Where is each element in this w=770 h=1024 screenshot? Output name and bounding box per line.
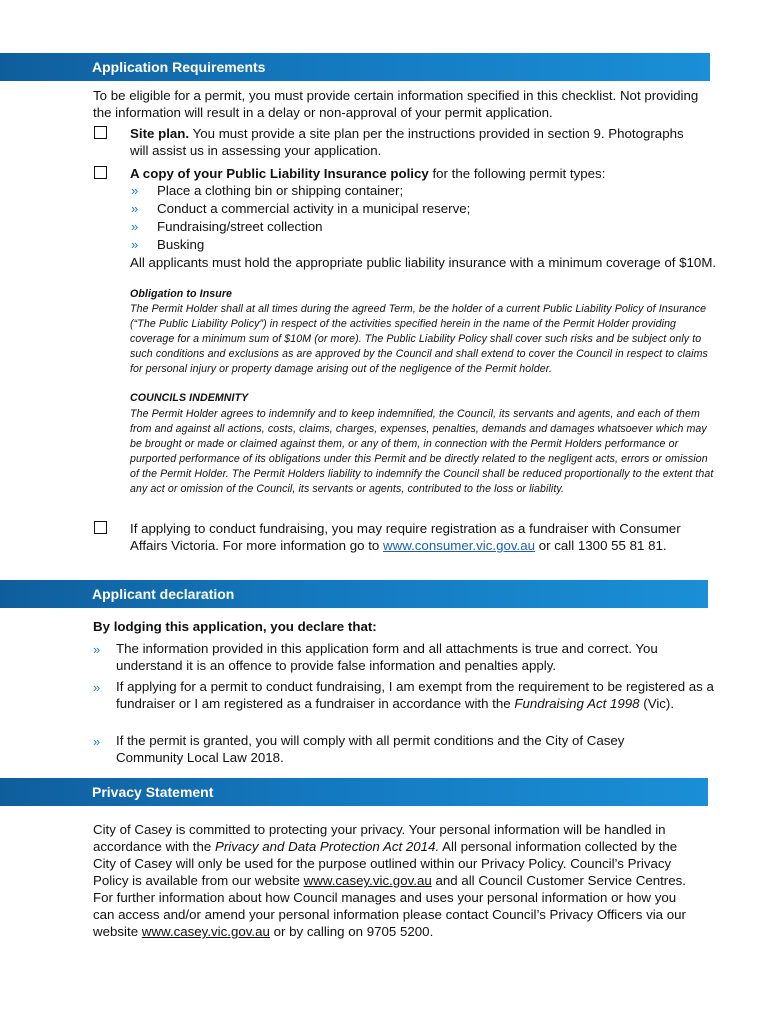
- declaration-item-2: [116, 678, 721, 712]
- section-header-application-requirements: Application Requirements: [0, 53, 710, 81]
- casey-website-link-2[interactable]: www.casey.vic.gov.au: [141, 924, 270, 939]
- declaration-item-3: If the permit is granted, you will comply with all permit conditions and the City of Casey Community Local Law 2018.: [116, 733, 625, 765]
- permit-type-item: Conduct a commercial activity in a municipal reserve;: [157, 201, 471, 216]
- permit-type-item: Fundraising/street collection: [157, 219, 323, 234]
- requirements-intro: To be eligible for a permit, you must provide certain information specified in this checklist. Not providing the information will result in a delay or non-approval of your permit application.: [93, 88, 699, 120]
- indemnity-heading: COUNCILS INDEMNITY: [130, 392, 249, 404]
- site-plan-text: You must provide a site plan per the instructions provided in section 9. Photographs will assist us in assessing your application.: [130, 126, 684, 158]
- indemnity-text: The Permit Holder agrees to indemnify and to keep indemnified, the Council, its servants and agents, and each of them from and against all actions, costs, claims, charges, expenses, penalties, demands and damages whatsoever which may be brought or made or claimed against them, or any of them, in connection with the Permit Holders performance or purported performance of its obligations under this Permit and be directly related to the negligent acts, errors or omission of the Permit Holder. The Permit Holders liability to indemnify the Council shall be reduced proportionally to the extent that any act or omission of the Council, its servants or agents, contributed to the loss or liability.: [130, 408, 714, 495]
- fundraising-text-end: or call 1300 55 81 81.: [538, 538, 667, 553]
- insurance-text: for the following permit types:: [432, 166, 606, 181]
- fundraising-text: If applying to conduct fundraising, you may require registration as a fundraiser with Consumer Affairs Victoria. For more information go to: [130, 521, 681, 553]
- privacy-text-1: City of Casey is committed to protecting your privacy. Your personal information will be handled in accordance with the: [93, 822, 666, 854]
- bullet-icon: »: [131, 219, 139, 234]
- fundraising-checkbox[interactable]: [94, 521, 107, 534]
- permit-type-item: Place a clothing bin or shipping container;: [157, 183, 404, 198]
- section-header-privacy-statement: Privacy Statement: [0, 778, 708, 806]
- section-header-applicant-declaration: Applicant declaration: [0, 580, 708, 608]
- declaration-item-2-end: (Vic).: [643, 696, 675, 711]
- privacy-act: Privacy and Data Protection Act 2014.: [214, 839, 440, 854]
- declaration-item-1: The information provided in this application form and all attachments is true and correct. You understand it is an offence to provide false information and penalties apply.: [116, 641, 658, 673]
- bullet-icon: »: [93, 734, 101, 749]
- fundraising-item: [130, 520, 695, 554]
- obligation-text: The Permit Holder shall at all times during the agreed Term, be the holder of a current Public Liability Policy of Insurance (“The Public Liability Policy”) in respect of the activities specified herein in the name of the Permit Holder providing coverage for a minimum sum of $10M (or more). The Public Liability Policy shall cover such risks and be subject only to such conditions and exclusions as are approved by the Council and shall extend to cover the Council in respect to claims for personal injury or property damage arising out of the negligence of the Permit holder.: [130, 303, 708, 375]
- bullet-icon: »: [131, 183, 139, 198]
- consumer-affairs-link[interactable]: www.consumer.vic.gov.au: [383, 538, 536, 553]
- insurance-title: A copy of your Public Liability Insurance policy: [130, 166, 429, 181]
- site-plan-item: [130, 125, 690, 159]
- insurance-item: [130, 165, 720, 182]
- site-plan-title: Site plan.: [130, 126, 190, 141]
- permit-type-item: Busking: [157, 237, 205, 252]
- bullet-icon: »: [93, 642, 101, 657]
- bullet-icon: »: [93, 680, 101, 695]
- site-plan-checkbox[interactable]: [94, 126, 107, 139]
- obligation-heading: Obligation to Insure: [130, 288, 233, 300]
- casey-website-link[interactable]: www.casey.vic.gov.au: [303, 873, 432, 888]
- insurance-checkbox[interactable]: [94, 166, 107, 179]
- privacy-text-4: or by calling on 9705 5200.: [273, 924, 434, 939]
- fundraising-act: Fundraising Act 1998: [514, 696, 640, 711]
- bullet-icon: »: [131, 237, 139, 252]
- privacy-text: [93, 821, 688, 940]
- coverage-text: All applicants must hold the appropriate public liability insurance with a minimum coverage of $10M.: [130, 255, 717, 270]
- declaration-item-2-text: If applying for a permit to conduct fundraising, I am exempt from the requirement to be registered as a fundraiser or I am registered as a fundraiser in accordance with the: [116, 679, 714, 711]
- privacy-text-2: All personal information collected by the City of Casey will only be used for the purpose outlined within our Privacy Policy. Council’s Privacy Policy is available from our website: [93, 839, 678, 888]
- bullet-icon: »: [131, 201, 139, 216]
- declaration-lead: By lodging this application, you declare that:: [93, 619, 377, 634]
- privacy-text-3: and all Council Customer Service Centres. For further information about how Council manages and uses your personal information or how you can access and/or amend your personal information please contact Council’s Privacy Officers via our website: [93, 873, 686, 939]
